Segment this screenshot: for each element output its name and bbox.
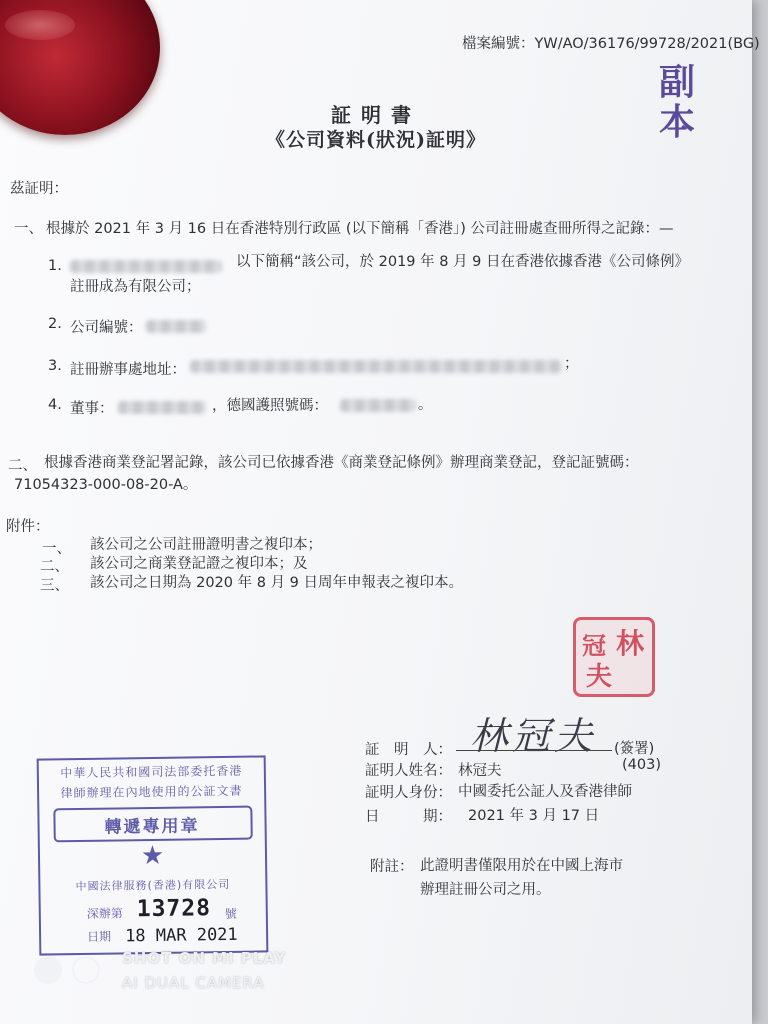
- redacted-director-name: [118, 397, 206, 416]
- camera-lens-ring-icon: [72, 956, 100, 984]
- redacted-passport-number: [340, 395, 416, 414]
- date-label: 日 期：: [365, 809, 452, 825]
- signer-name-label: 証明人姓名：: [365, 763, 452, 779]
- section-1-number: 一、: [14, 221, 43, 237]
- sign-suffix: (簽署): [614, 741, 655, 757]
- item-3-end: ；: [564, 356, 579, 372]
- file-number: 檔案編號：YW/AO/36176/99728/2021(BG): [462, 36, 760, 52]
- attachment-2-number: 二、: [40, 559, 69, 575]
- document-title: 証明書: [331, 103, 421, 127]
- transfer-stamp: [37, 755, 269, 955]
- signature-line: [456, 750, 612, 751]
- item-4-text: 董事：: [70, 401, 114, 417]
- item-3-text: 註冊辦事處地址：: [70, 362, 186, 378]
- personal-seal-stamp: 林 冠 夫: [573, 617, 655, 697]
- stamp-organization: 中國法律服務(香港)有限公司: [75, 877, 231, 894]
- item-3-number: 3.: [48, 358, 62, 374]
- item-4-mid: ，德國護照號碼：: [212, 398, 328, 414]
- item-4-end: 。: [418, 397, 433, 413]
- signer-code: (403): [622, 757, 661, 773]
- attachment-1-text: 該公司之公司註冊證明書之複印本；: [90, 537, 322, 553]
- item-1-text-line2: 註冊成為有限公司；: [70, 279, 201, 295]
- camera-lens-icon: [34, 956, 62, 984]
- attachments-label: 附件：: [6, 519, 50, 535]
- note-label: 附註：: [370, 859, 414, 875]
- redacted-company-name: [70, 256, 222, 275]
- handwritten-signature: 林冠夫: [470, 714, 597, 758]
- attachment-3-text: 該公司之日期為 2020 年 8 月 9 日周年申報表之複印本。: [90, 575, 464, 591]
- watermark-line-1: SHOT ON MI PLAY: [122, 949, 287, 967]
- redacted-company-number: [146, 316, 206, 335]
- item-4-number: 4.: [48, 397, 62, 413]
- attachment-1-number: 一、: [42, 541, 71, 557]
- stamp-serial-label: 深辦第: [86, 906, 123, 921]
- signer-name-value: 林冠夫: [458, 763, 502, 779]
- intro-text: 茲証明：: [10, 181, 68, 197]
- section-1-text: 根據於 2021 年 3 月 16 日在香港特別行政區 (以下簡稱「香港」) 公司註冊處查冊所得之記錄：—: [46, 221, 674, 237]
- section-2-text: 根據香港商業登記署記錄，該公司已依據香港《商業登記條例》辦理商業登記，登記証號碼：: [44, 455, 639, 471]
- copy-mark-stamp: 副 本: [658, 61, 695, 143]
- stamp-line-2: 律師辦理在內地使用的公証文書: [60, 783, 243, 801]
- attachment-3-number: 三、: [40, 578, 69, 594]
- redacted-office-address: [190, 356, 562, 375]
- section-2-number: 二、: [8, 458, 37, 474]
- item-2-number: 2.: [48, 316, 62, 332]
- stamp-serial-suffix: 號: [224, 906, 237, 921]
- stamp-date-value: 18 MAR 2021: [124, 924, 238, 947]
- item-1-number: 1.: [48, 258, 62, 274]
- item-1-text: 以下簡稱“該公司，於 2019 年 8 月 9 日在香港依據香港《公司條例》: [236, 254, 690, 270]
- attachment-2-text: 該公司之商業登記證之複印本；及: [90, 556, 308, 572]
- stamp-serial-value: 13728: [136, 895, 212, 923]
- item-2-text: 公司編號：: [70, 320, 143, 336]
- document-subtitle: 《公司資料(狀況)証明》: [266, 129, 486, 151]
- stamp-date-label: 日期: [87, 929, 112, 944]
- date-value: 2021 年 3 月 17 日: [468, 808, 600, 824]
- stamp-line-1: 中華人民共和國司法部委托香港: [60, 763, 243, 781]
- note-text: 此證明書僅限用於在中國上海市: [420, 858, 623, 874]
- signer-identity-label: 証明人身份：: [365, 785, 452, 801]
- note-text-line2: 辦理註冊公司之用。: [420, 882, 551, 898]
- star-icon: ★: [140, 840, 165, 872]
- signer-identity-value: 中國委托公証人及香港律師: [458, 784, 632, 800]
- stamp-band-text: 轉遞專用章: [104, 816, 200, 838]
- watermark-line-2: AI DUAL CAMERA: [122, 974, 265, 992]
- signer-label: 証 明 人：: [365, 742, 452, 758]
- registration-number: 71054323-000-08-20-A。: [14, 477, 198, 493]
